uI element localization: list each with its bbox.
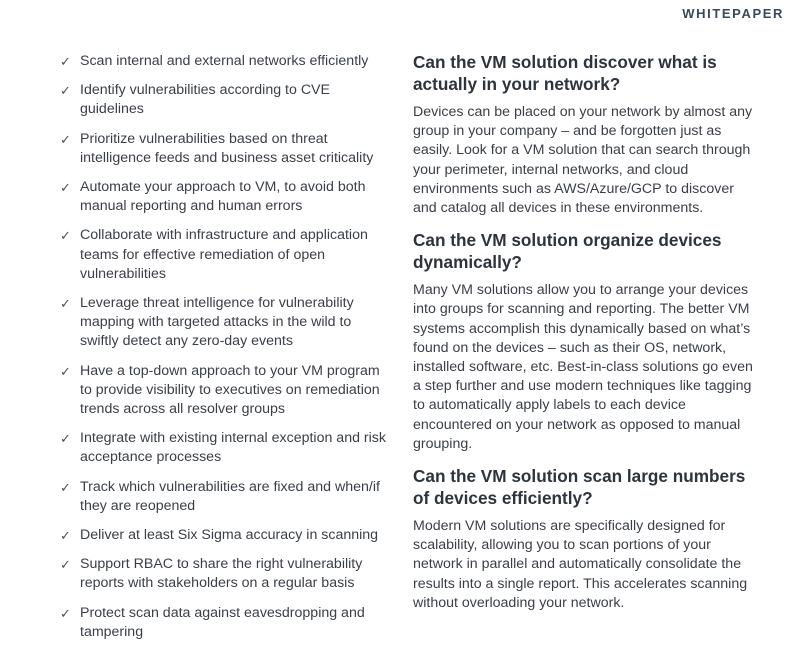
checklist-item <box>60 81 390 119</box>
checklist-item-text: Have a top-down approach to your VM program to provide visibility to executives on remediation trends across all resolver groups <box>80 362 380 418</box>
checkmark-icon: ✓ <box>60 605 71 621</box>
checkmark-icon: ✓ <box>60 431 71 447</box>
checklist-item <box>60 52 390 71</box>
checklist-item <box>60 604 390 642</box>
checklist-item-text: Leverage threat intelligence for vulnerability mapping with targeted attacks in the wild to swiftly detect any zero-day events <box>80 295 354 350</box>
questions-column <box>413 52 758 625</box>
checklist-item-text: Track which vulnerabilities are fixed and when/if they are reopened <box>80 478 380 514</box>
checklist-item <box>60 555 390 593</box>
checklist-item <box>60 429 390 467</box>
question-section-scan <box>413 466 758 613</box>
checklist-item <box>60 362 390 420</box>
checklist-item <box>60 226 390 284</box>
checklist-item-text: Automate your approach to VM, to avoid both manual reporting and human errors <box>80 179 366 215</box>
section-body: Modern VM solutions are specifically designed for scalability, allowing you to scan portions of your network in parallel and automatically consolidate the results into a single report. This accelerates scanning without overloading your network. <box>413 518 748 611</box>
document-type-label: WHITEPAPER <box>682 6 784 21</box>
checkmark-icon: ✓ <box>60 131 71 147</box>
checkmark-icon: ✓ <box>60 296 71 312</box>
checklist-item <box>60 526 390 545</box>
checklist-item <box>60 130 390 168</box>
checkmark-icon: ✓ <box>60 180 71 196</box>
section-heading: Can the VM solution organize devices dynamically? <box>413 230 722 272</box>
checklist-item <box>60 478 390 516</box>
checkmark-icon: ✓ <box>60 363 71 379</box>
section-body: Devices can be placed on your network by almost any group in your company – and be forgotten just as easily. Look for a VM solution that can search through your perimeter, internal networks, and cloud environments such as AWS/Azure/GCP to discover and catalog all devices in these environments. <box>413 104 753 217</box>
checklist-item-text: Scan internal and external networks efficiently <box>80 53 369 69</box>
checklist-item-text: Protect scan data against eavesdropping and tampering <box>80 604 365 640</box>
checklist-item-text: Collaborate with infrastructure and application teams for effective remediation of open vulnerabilities <box>80 227 368 282</box>
checklist-item-text: Identify vulnerabilities according to CVE guidelines <box>80 82 330 118</box>
checklist-column <box>60 52 390 652</box>
checklist-item-text: Prioritize vulnerabilities based on threat intelligence feeds and business asset criticality <box>80 130 374 166</box>
checklist <box>60 52 390 642</box>
checkmark-icon: ✓ <box>60 228 71 244</box>
section-heading: Can the VM solution scan large numbers of devices efficiently? <box>413 466 746 508</box>
checkmark-icon: ✓ <box>60 528 71 544</box>
section-body: Many VM solutions allow you to arrange your devices into groups for scanning and reporting. The better VM systems accomplish this dynamically based on what’s found on the devices – such as their OS, network, installed software, etc. Best-in-class solutions go even a step further and use modern techniques like tagging to automatically apply labels to each device encountered on your network as opposed to manual grouping. <box>413 282 753 452</box>
checklist-item <box>60 294 390 352</box>
checklist-item-text: Deliver at least Six Sigma accuracy in scanning <box>80 527 379 544</box>
checklist-item-text: Support RBAC to share the right vulnerability reports with stakeholders on a regular basis <box>80 556 363 592</box>
checkmark-icon: ✓ <box>60 54 71 69</box>
checkmark-icon: ✓ <box>60 557 71 573</box>
checklist-item-text: Integrate with existing internal exception and risk acceptance processes <box>80 430 386 466</box>
question-section-organize <box>413 230 758 454</box>
checklist-item <box>60 178 390 216</box>
checkmark-icon: ✓ <box>60 479 71 495</box>
section-heading: Can the VM solution discover what is actually in your network? <box>413 52 717 94</box>
checkmark-icon: ✓ <box>60 83 71 99</box>
question-section-discover <box>413 52 758 218</box>
